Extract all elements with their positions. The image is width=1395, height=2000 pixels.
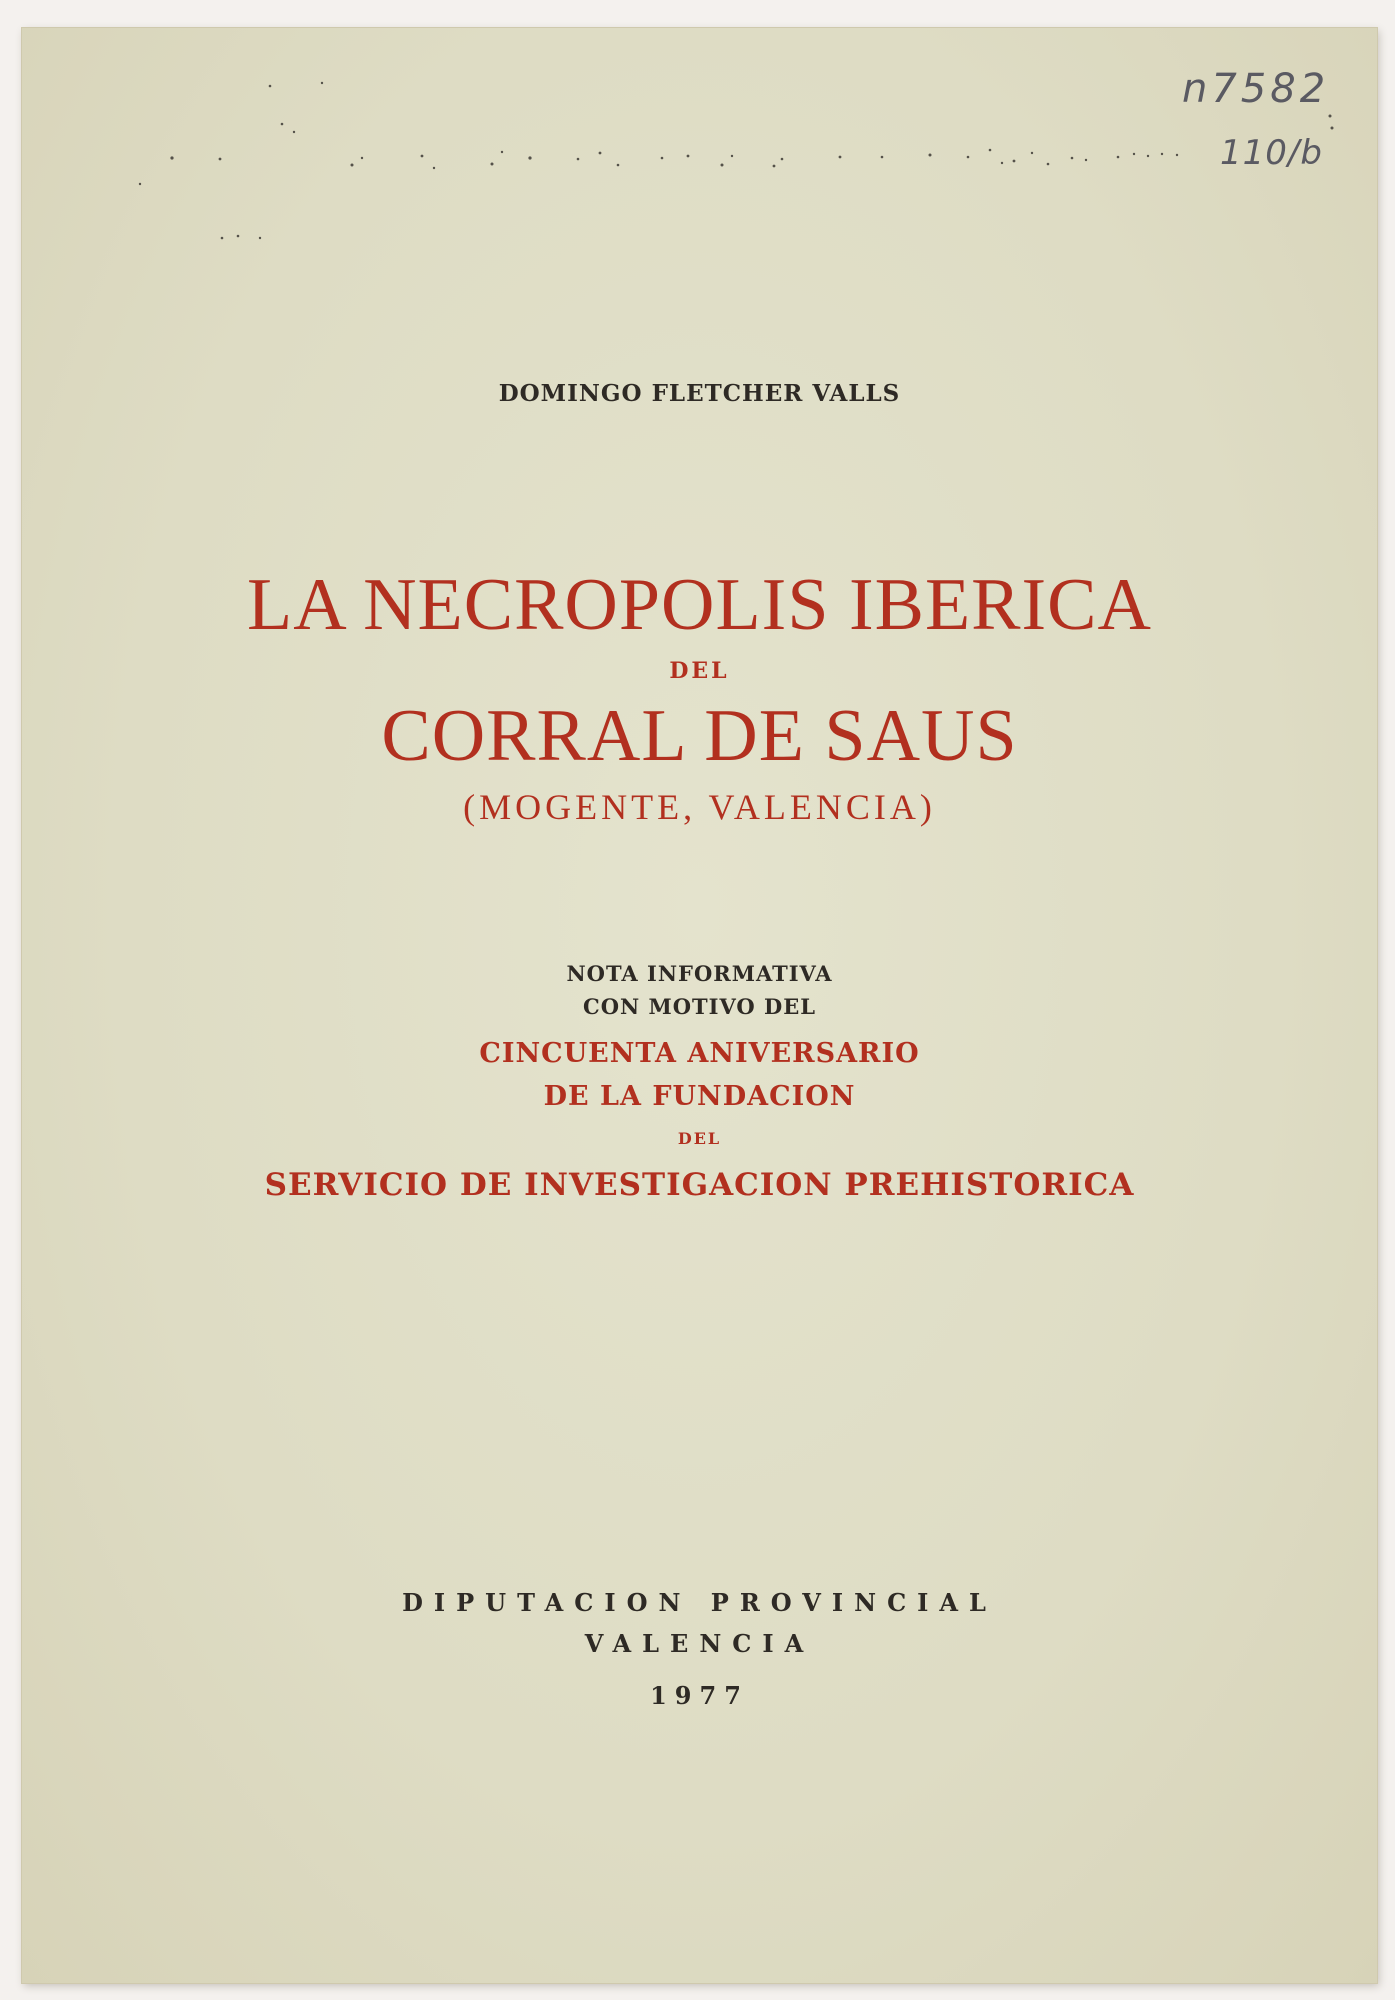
publication-year: 1977	[650, 1681, 749, 1710]
author-name: DOMINGO FLETCHER VALLS	[498, 380, 901, 407]
title-line-1: LA NECROPOLIS IBERICA	[247, 564, 1152, 646]
document-cover	[22, 28, 1377, 1983]
subtitle-line-5: SERVICIO DE INVESTIGACION PREHISTORICA	[264, 1167, 1135, 1203]
publisher-city: VALENCIA	[584, 1629, 815, 1658]
title-line-2: CORRAL DE SAUS	[381, 695, 1018, 777]
subtitle-line-3: CINCUENTA ANIVERSARIO	[479, 1038, 920, 1069]
publisher-name: DIPUTACION PROVINCIAL	[402, 1588, 997, 1617]
title-location: (MOGENTE, VALENCIA)	[463, 787, 936, 827]
subtitle-line-4: DE LA FUNDACION	[543, 1081, 856, 1112]
paper-specks	[22, 28, 1377, 328]
title-connector: DEL	[669, 658, 730, 684]
subtitle-line-2: CON MOTIVO DEL	[582, 994, 816, 1019]
handwritten-catalog-number: n7582	[1182, 66, 1330, 112]
subtitle-line-1: NOTA INFORMATIVA	[566, 961, 833, 986]
handwritten-price-note: 110/b	[1220, 133, 1323, 173]
subtitle-connector: DEL	[677, 1129, 722, 1148]
